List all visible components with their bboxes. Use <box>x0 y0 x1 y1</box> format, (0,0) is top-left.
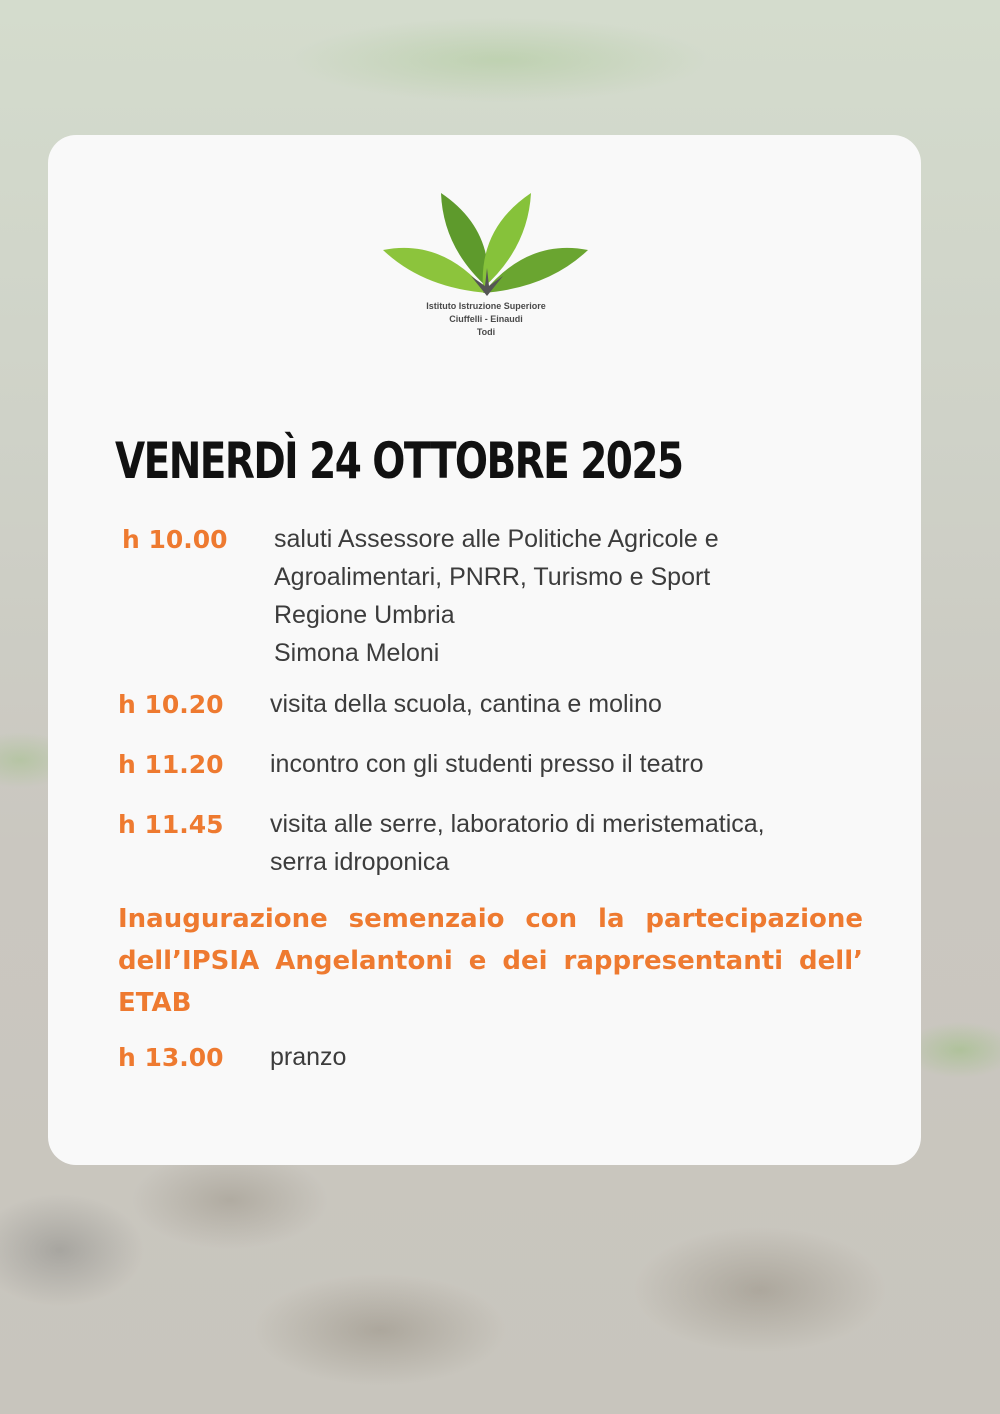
logo-line: Ciuffelli - Einaudi <box>449 314 523 324</box>
schedule-time: h 13.00 <box>118 1043 224 1072</box>
schedule-text: pranzo <box>270 1043 347 1071</box>
inauguration-highlight: Inaugurazione semenzaio con la partecipazione dell’IPSIA Angelantoni e dei rappresentanti dell’ ETAB <box>118 904 863 1018</box>
schedule-text: visita alle serre, laboratorio di meristematica, serra idroponica <box>270 810 765 876</box>
schedule-text: incontro con gli studenti presso il teatro <box>270 750 704 778</box>
schedule-time: h 10.20 <box>118 690 224 719</box>
logo-line: Istituto Istruzione Superiore <box>426 301 546 311</box>
event-date-title: VENERDÌ 24 OTTOBRE 2025 <box>115 432 683 490</box>
schedule-time: h 10.00 <box>122 525 228 554</box>
schedule-text: visita della scuola, cantina e molino <box>270 690 662 718</box>
schedule-time: h 11.20 <box>118 750 224 779</box>
schedule-time: h 11.45 <box>118 810 224 839</box>
logo-line: Todi <box>476 327 496 337</box>
schedule-text: saluti Assessore alle Politiche Agricole e Agroalimentari, PNRR, Turismo e Sport Regione Umbria Simona Meloni <box>274 525 719 667</box>
school-name <box>383 300 589 339</box>
